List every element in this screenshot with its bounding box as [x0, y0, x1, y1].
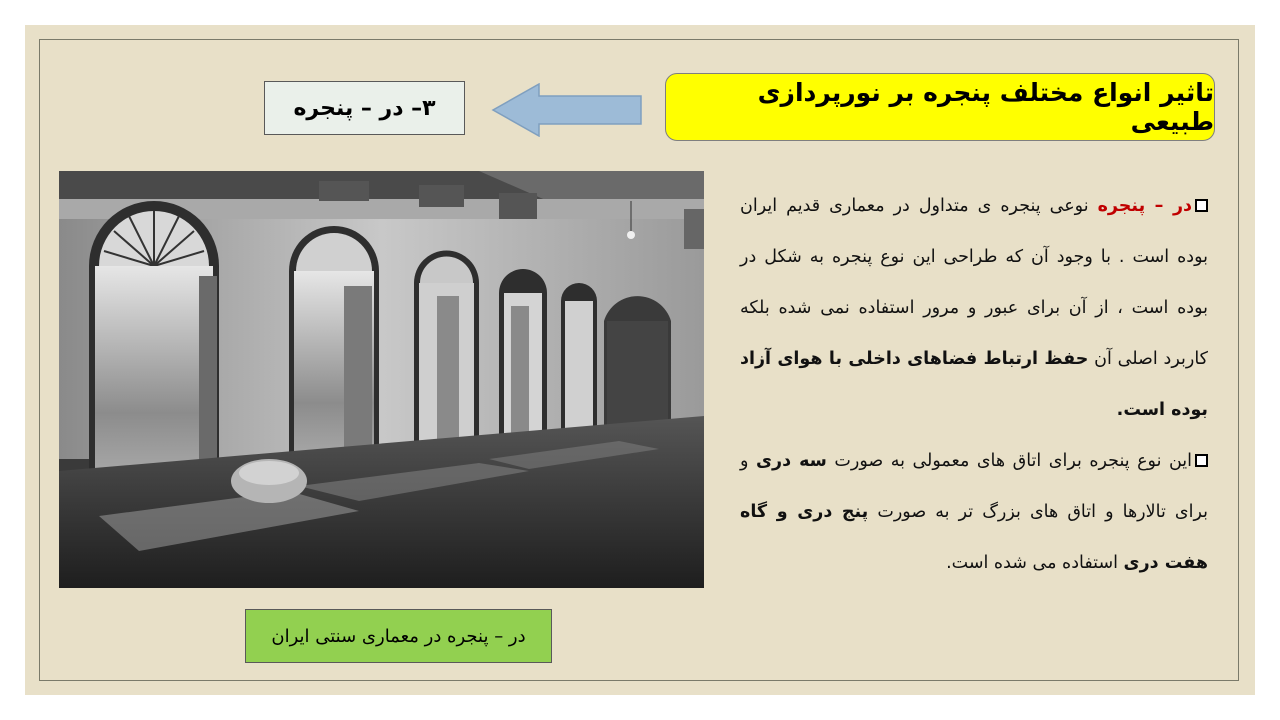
paragraph-2	[740, 436, 1208, 589]
paragraph-1-bold: حفظ ارتباط فضاهای داخلی با هوای آزاد بوده است.	[740, 349, 1208, 420]
subtitle-box	[264, 81, 465, 135]
body-text	[740, 181, 1208, 589]
paragraph-2-bold-2: پنج دری و گاه هفت دری	[740, 502, 1208, 573]
room-photo	[59, 171, 704, 588]
paragraph-1-text: نوعی پنجره ی متداول در معماری قدیم ایران بوده است . با وجود آن که طراحی این نوع پنجره به شکل در بوده است ، از آن برای عبور و مرور استفاده نمی شده بلکه کاربرد اصلی آن	[740, 196, 1208, 369]
paragraph-2-bold-1: سه دری	[755, 451, 827, 471]
paragraph-2-text-3: استفاده می شده است.	[946, 553, 1124, 573]
photo-caption-box	[245, 609, 552, 663]
page-title: تاثیر انواع مختلف پنجره بر نورپردازی طبیعی	[757, 78, 1214, 136]
term-door-window: در – پنجره	[1097, 196, 1192, 216]
section-subtitle: ۳– در – پنجره	[293, 95, 436, 121]
paragraph-1	[740, 181, 1208, 436]
checkbox-bullet-icon	[1195, 199, 1208, 212]
paragraph-2-text-2: و برای تالارها و اتاق های بزرگ تر به صورت	[740, 451, 1209, 522]
checkbox-bullet-icon	[1195, 454, 1208, 467]
slide	[25, 25, 1255, 695]
paragraph-2-text-1: این نوع پنجره برای اتاق های معمولی به صورت	[826, 451, 1193, 471]
title-box	[665, 73, 1215, 141]
photo-caption: در – پنجره در معماری سنتی ایران	[271, 625, 526, 647]
left-arrow-icon	[491, 83, 643, 137]
